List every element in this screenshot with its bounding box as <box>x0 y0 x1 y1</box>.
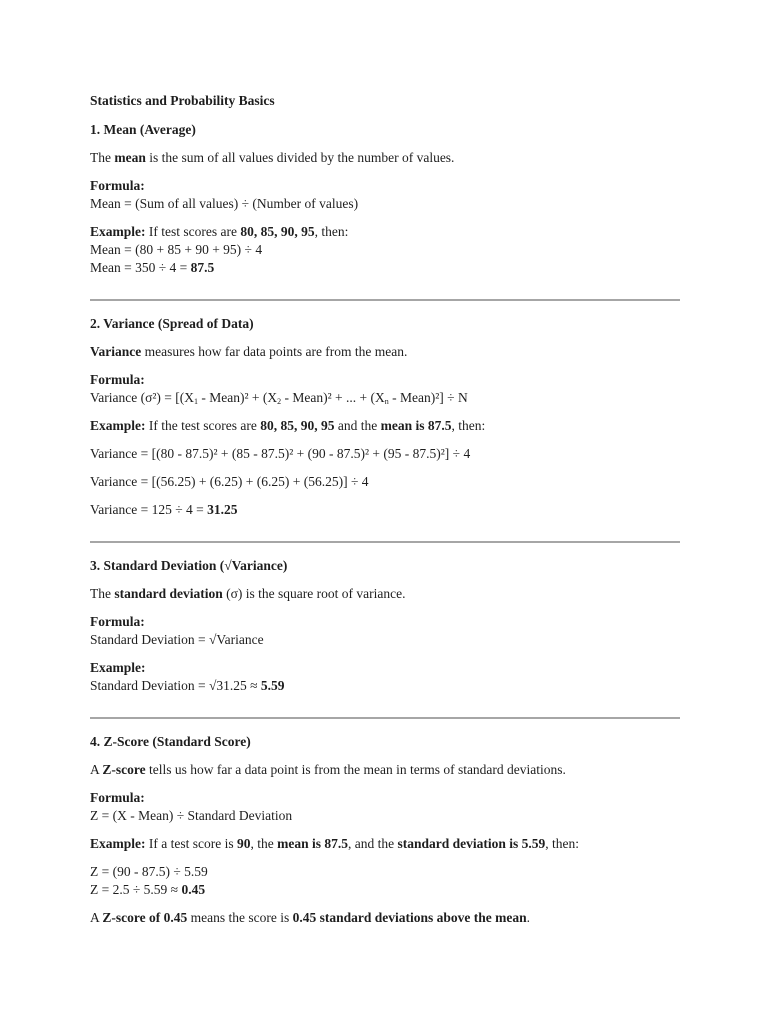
variance-formula-block <box>90 371 680 407</box>
section-heading-standard-deviation: 3. Standard Deviation (√Variance) <box>90 558 288 573</box>
section-mean <box>90 121 680 277</box>
zscore-formula: Z = (X - Mean) ÷ Standard Deviation <box>90 808 293 823</box>
example-label: Example: <box>90 660 146 675</box>
zscore-conclusion: A Z-score of 0.45 means the score is 0.45 standard deviations above the mean. <box>90 910 530 925</box>
zscore-example-intro: Example: If a test score is 90, the mean is 87.5, and the standard deviation is 5.59, then: <box>90 836 579 851</box>
variance-formula: Variance $(\sigma^2) = [(X_1$ - Mean)² + ($X_2$ - Mean)² + ... + ($X_n$ - Mean)²] ÷ N <box>90 390 468 406</box>
mean-example-step: Mean = (80 + 85 + 90 + 95) ÷ 4 <box>90 242 263 257</box>
section-divider <box>90 717 680 719</box>
zscore-intro: A Z-score tells us how far a data point is from the mean in terms of standard deviations. <box>90 762 566 777</box>
mean-example-block <box>90 223 680 277</box>
mean-formula: Mean = (Sum of all values) ÷ (Number of values) <box>90 196 359 211</box>
stddev-formula-block <box>90 613 680 649</box>
section-variance <box>90 315 680 519</box>
mean-example-intro: Example: If test scores are 80, 85, 90, 95, then: <box>90 224 349 239</box>
stddev-intro: The standard deviation (σ) is the square root of variance. <box>90 586 406 601</box>
variance-intro: Variance measures how far data points are from the mean. <box>90 344 408 359</box>
formula-label: Formula: <box>90 372 145 387</box>
mean-intro: The mean is the sum of all values divided by the number of values. <box>90 150 455 165</box>
zscore-example-steps <box>90 863 680 899</box>
section-z-score <box>90 733 680 927</box>
zscore-example-step: Z = (90 - 87.5) ÷ 5.59 <box>90 864 208 879</box>
stddev-example-block <box>90 659 680 695</box>
mean-example-result: Mean = 350 ÷ 4 = 87.5 <box>90 260 215 275</box>
zscore-formula-block <box>90 789 680 825</box>
document-page <box>90 92 680 927</box>
variance-example-step: Variance = [(80 - 87.5)² + (85 - 87.5)² + (90 - 87.5)² + (95 - 87.5)²] ÷ 4 <box>90 446 471 461</box>
section-heading-z-score: 4. Z-Score (Standard Score) <box>90 734 251 749</box>
mean-formula-block <box>90 177 680 213</box>
section-heading-mean: 1. Mean (Average) <box>90 122 196 137</box>
section-standard-deviation <box>90 557 680 695</box>
section-heading-variance: 2. Variance (Spread of Data) <box>90 316 254 331</box>
variance-example-step: Variance = [(56.25) + (6.25) + (6.25) + (56.25)] ÷ 4 <box>90 474 369 489</box>
variance-example-intro: Example: If the test scores are 80, 85, 90, 95 and the mean is 87.5, then: <box>90 418 486 433</box>
formula-label: Formula: <box>90 614 145 629</box>
formula-label: Formula: <box>90 790 145 805</box>
stddev-example-result: Standard Deviation = √31.25 ≈ 5.59 <box>90 678 285 693</box>
stddev-formula: Standard Deviation = √Variance <box>90 632 264 647</box>
section-divider <box>90 299 680 301</box>
document-title: Statistics and Probability Basics <box>90 93 275 108</box>
formula-label: Formula: <box>90 178 145 193</box>
variance-example-result: Variance = 125 ÷ 4 = 31.25 <box>90 502 238 517</box>
zscore-example-result: Z = 2.5 ÷ 5.59 ≈ 0.45 <box>90 882 206 897</box>
section-divider <box>90 541 680 543</box>
